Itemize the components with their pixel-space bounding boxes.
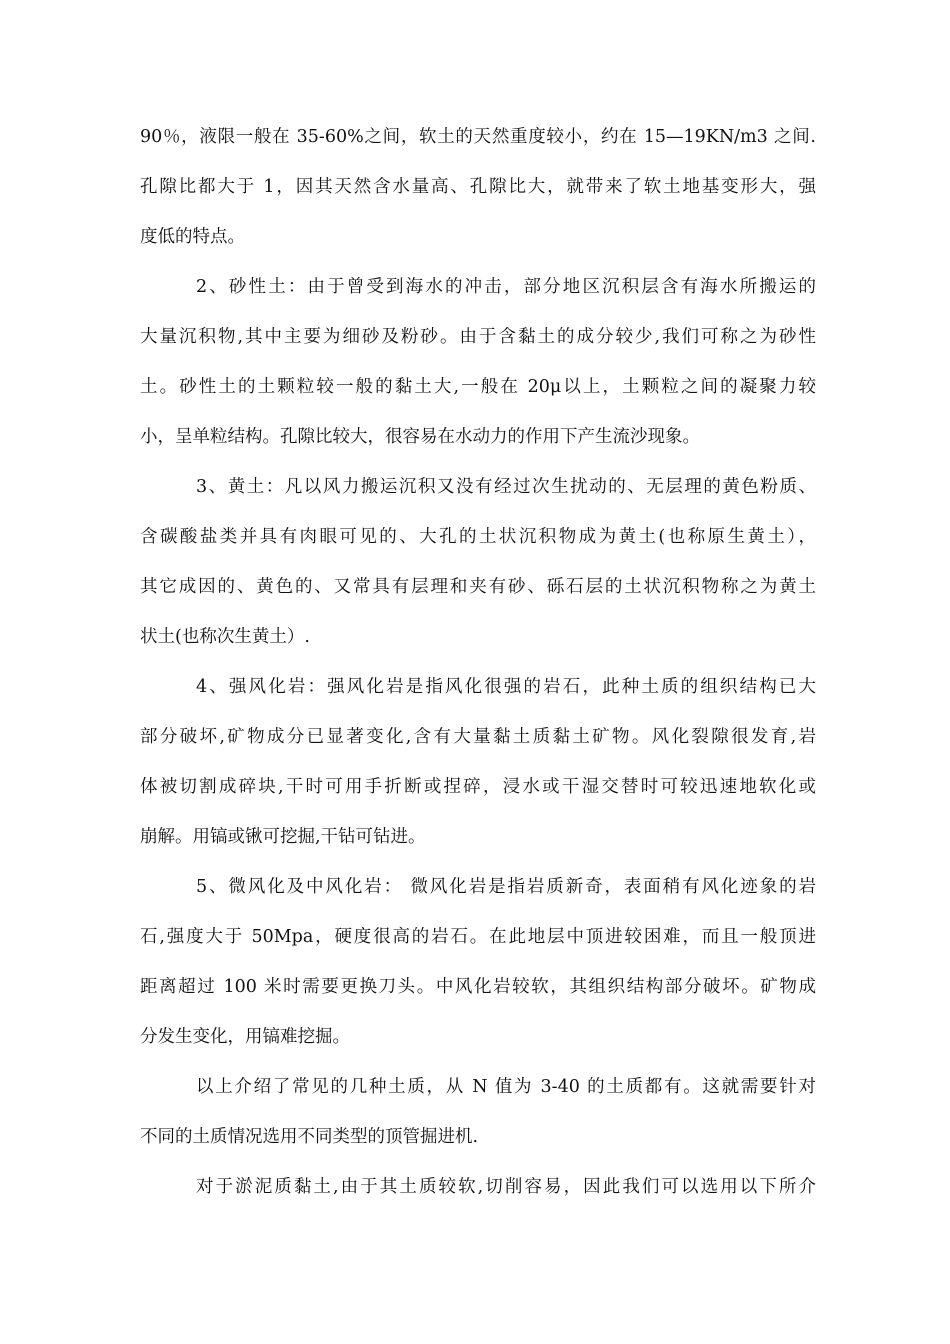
text-line: 状土(也称次生黄土）. [140,627,310,647]
text-line: 孔隙比都大于 1，因其天然含水量高、孔隙比大，就带来了软土地基变形大，强 [140,177,816,197]
text-line: 分发生变化，用镐难挖掘。 [140,1027,350,1047]
paragraph-first-line: 5、微风化及中风化岩： 微风化岩是指岩质新奇，表面稍有风化迹象的岩 [196,877,816,897]
text-line: 部分破坏,矿物成分已显著变化,含有大量黏土质黏土矿物。风化裂隙很发育,岩 [140,727,816,747]
text-line: 90％，液限一般在 35-60%之间，软土的天然重度较小，约在 15—19KN/m3 之间. [140,127,816,147]
text-line: 含碳酸盐类并具有肉眼可见的、大孔的土状沉积物成为黄土(也称原生黄土）， [140,527,816,547]
text-line: 度低的特点。 [140,227,245,247]
text-line: 崩解。用镐或锹可挖掘,干钻可钻进。 [140,827,426,847]
text-line: 距离超过 100 米时需要更换刀头。中风化岩较软，其组织结构部分破坏。矿物成 [140,977,816,997]
text-line: 不同的土质情况选用不同类型的顶管掘进机. [140,1127,479,1147]
text-line: 石,强度大于 50Mpa，硬度很高的岩石。在此地层中顶进较困难，而且一般顶进 [140,927,816,947]
paragraph-first-line: 对于淤泥质黏土,由于其土质较软,切削容易，因此我们可以选用以下所介 [196,1177,816,1197]
paragraph-first-line: 4、强风化岩：强风化岩是指风化很强的岩石，此种土质的组织结构已大 [196,677,816,697]
text-line: 土。砂性土的土颗粒较一般的黏土大,一般在 20μ以上，土颗粒之间的凝聚力较 [140,377,816,397]
paragraph-first-line: 以上介绍了常见的几种土质，从 N 值为 3-40 的土质都有。这就需要针对 [196,1077,816,1097]
paragraph-first-line: 3、黄土：凡以风力搬运沉积又没有经过次生扰动的、无层理的黄色粉质、 [196,477,816,497]
text-line: 其它成因的、黄色的、又常具有层理和夹有砂、砾石层的土状沉积物称之为黄土 [140,577,816,597]
text-line: 体被切割成碎块,干时可用手折断或捏碎，浸水或干湿交替时可较迅速地软化或 [140,777,816,797]
text-line: 大量沉积物,其中主要为细砂及粉砂。由于含黏土的成分较少,我们可称之为砂性 [140,327,816,347]
text-line: 小，呈单粒结构。孔隙比较大，很容易在水动力的作用下产生流沙现象。 [140,427,700,447]
paragraph-first-line: 2、砂性土：由于曾受到海水的冲击，部分地区沉积层含有海水所搬运的 [196,277,816,297]
